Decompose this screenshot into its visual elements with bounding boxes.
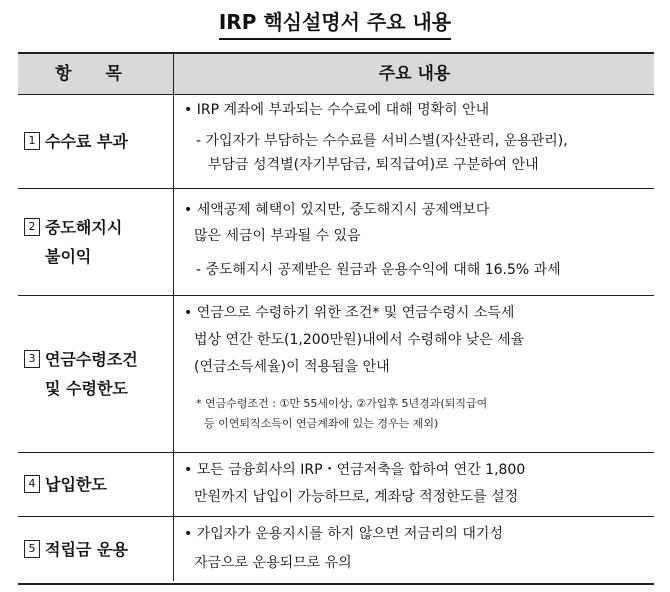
content-bullet: • 모든 금융회사의 IRP・연금저축을 합하여 연간 1,800 bbox=[184, 462, 526, 478]
item-label: 연금수령조건 bbox=[45, 350, 138, 369]
table-row bbox=[18, 453, 654, 517]
table-row bbox=[18, 296, 654, 453]
content-bullet-cont: 만원까지 납입이 가능하므로, 계좌당 적정한도를 설정 bbox=[194, 489, 519, 505]
table-header bbox=[18, 54, 654, 95]
header-item: 항 목 bbox=[55, 64, 136, 84]
item-label: 중도해지시 bbox=[45, 218, 123, 237]
content-sub-item-cont: 부담금 성격별(자기부담금, 퇴직급여)로 구분하여 안내 bbox=[208, 157, 539, 173]
item-label: 수수료 부과 bbox=[45, 132, 128, 151]
footnote-cont: 등 이연퇴직소득이 연금계좌에 있는 경우는 제외) bbox=[204, 417, 439, 430]
content-bullet-cont: (연금소득세율)이 적용됨을 안내 bbox=[194, 359, 390, 375]
footnote: * 연금수령조건 : ①만 55세이상, ②가입후 5년경과(퇴직급여 bbox=[196, 397, 488, 410]
content-bullet: • 연금으로 수령하기 위한 조건* 및 연금수령시 소득세 bbox=[184, 305, 515, 321]
content-bullet: • 세액공제 혜택이 있지만, 중도해지시 공제액보다 bbox=[184, 202, 490, 218]
item-number-box: 1 bbox=[24, 132, 40, 150]
content-bullet-cont: 많은 세금이 부과될 수 있음 bbox=[194, 228, 361, 244]
summary-table bbox=[18, 52, 654, 585]
row-content-cell bbox=[173, 453, 654, 516]
row-content-cell bbox=[173, 296, 654, 452]
header-content: 주요 내용 bbox=[173, 54, 655, 94]
item-number-box: 2 bbox=[24, 218, 40, 236]
content-bullet: • 가입자가 운용지시를 하지 않으면 저금리의 대기성 bbox=[184, 526, 503, 542]
document-title-text: IRP 핵심설명서 주요 내용 bbox=[219, 6, 451, 40]
table-row bbox=[18, 189, 654, 296]
row-content-cell bbox=[173, 95, 654, 188]
content-sub-item: - 중도해지시 공제받은 원금과 운용수익에 대해 16.5% 과세 bbox=[196, 262, 561, 278]
row-content-cell bbox=[173, 517, 654, 581]
row-item-cell bbox=[18, 453, 173, 516]
item-label: 불이익 bbox=[45, 247, 92, 266]
row-item-cell bbox=[18, 95, 173, 188]
item-number-box: 5 bbox=[24, 540, 40, 558]
item-number-box: 3 bbox=[24, 350, 40, 368]
content-bullet-cont: 법상 연간 한도(1,200만원)내에서 수령해야 낮은 세율 bbox=[194, 332, 525, 348]
item-label: 및 수령한도 bbox=[45, 379, 128, 398]
item-number-box: 4 bbox=[24, 475, 40, 493]
content-bullet-cont: 자금으로 운용되므로 유의 bbox=[194, 555, 352, 571]
row-content-cell bbox=[173, 189, 654, 295]
row-item-cell bbox=[18, 189, 173, 295]
content-bullet: • IRP 계좌에 부과되는 수수료에 대해 명확히 안내 bbox=[184, 102, 490, 118]
content-sub-item: - 가입자가 부담하는 수수료를 서비스별(자산관리, 운용관리), bbox=[196, 133, 568, 149]
table-row bbox=[18, 95, 654, 189]
row-item-cell bbox=[18, 296, 173, 452]
row-item-cell bbox=[18, 517, 173, 581]
table-row bbox=[18, 517, 654, 581]
item-label: 납입한도 bbox=[45, 475, 107, 494]
item-label: 적립금 운용 bbox=[45, 539, 128, 559]
document-title bbox=[0, 6, 670, 40]
